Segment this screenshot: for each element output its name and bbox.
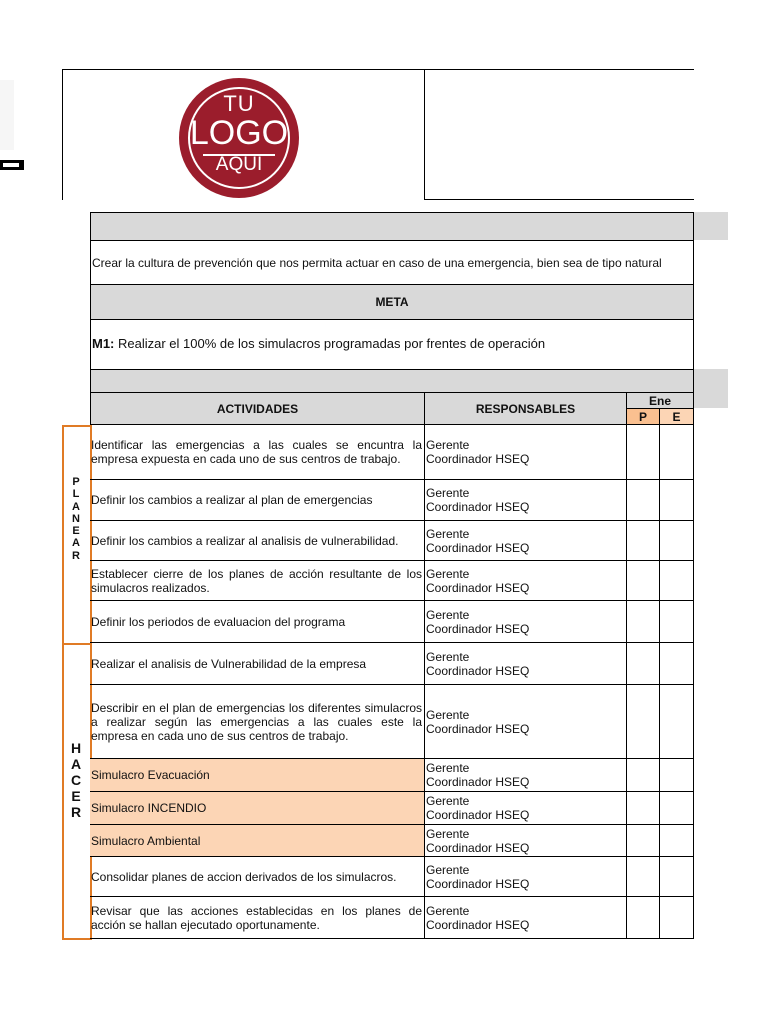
responsible-cell: [425, 521, 627, 561]
col-p-header: P: [626, 408, 660, 425]
responsible-line-2: Coordinador HSEQ: [426, 540, 530, 555]
responsible-cell: [425, 480, 627, 521]
meta-text: Realizar el 100% de los simulacros programadas por frentes de operación: [114, 336, 546, 351]
responsible-cell: [425, 759, 627, 792]
plan-p-cell[interactable]: [627, 480, 660, 521]
responsible-line-1: Gerente: [426, 903, 470, 918]
plan-e-cell[interactable]: [660, 601, 694, 643]
responsible-line-2: Coordinador HSEQ: [426, 917, 530, 932]
col-responsibles-header: RESPONSABLES: [424, 392, 627, 425]
table-row: [90, 897, 694, 939]
logo-text-logo: LOGO: [189, 114, 289, 152]
responsible-line-1: Gerente: [426, 794, 470, 808]
table-row: [90, 792, 694, 825]
plan-p-cell[interactable]: [627, 825, 660, 857]
activity-text: Consolidar planes de accion derivados de los simulacros.: [91, 869, 397, 884]
objective-header-band-overflow: [694, 212, 728, 240]
responsible-cell: [425, 685, 627, 759]
activity-text: Definir los periodos de evaluacion del programa: [91, 614, 346, 629]
responsible-line-2: Coordinador HSEQ: [426, 721, 530, 736]
responsible-line-1: Gerente: [426, 526, 470, 541]
responsible-line-2: Coordinador HSEQ: [426, 840, 530, 855]
table-row: [90, 480, 694, 521]
activity-text: Describir en el plan de emergencias los diferentes simulacros a realizar según las emergencias a las cuales este la empresa en cada uno de sus centros de trabajo.: [91, 700, 422, 743]
activity-cell: [90, 792, 425, 825]
table-row: [90, 759, 694, 792]
responsible-cell: [425, 425, 627, 480]
activity-text: Identificar las emergencias a las cuales se encuntra la empresa expuesta en cada uno de sus centros de trabajo.: [91, 438, 422, 466]
responsible-line-2: Coordinador HSEQ: [426, 775, 530, 789]
responsible-line-1: Gerente: [426, 826, 470, 841]
responsible-line-1: Gerente: [426, 862, 470, 877]
plan-p-cell[interactable]: [627, 601, 660, 643]
plan-p-cell[interactable]: [627, 759, 660, 792]
plan-e-cell[interactable]: [660, 425, 694, 480]
meta-label: M1:: [92, 336, 115, 351]
plan-e-cell[interactable]: [660, 480, 694, 521]
table-row: [90, 425, 694, 480]
meta-header: META: [375, 295, 409, 309]
responsible-line-1: Gerente: [426, 566, 470, 581]
plan-e-cell[interactable]: [660, 521, 694, 561]
responsible-line-1: Gerente: [426, 707, 470, 722]
plan-p-cell[interactable]: [627, 792, 660, 825]
responsible-line-1: Gerente: [426, 438, 470, 452]
activity-text: Establecer cierre de los planes de acción resultante de los simulacros realizados.: [91, 566, 422, 595]
company-logo: [179, 78, 299, 198]
activity-text: Simulacro INCENDIO: [91, 801, 207, 815]
activity-cell: [90, 759, 425, 792]
activity-cell: [90, 643, 425, 685]
responsible-line-2: Coordinador HSEQ: [426, 580, 530, 595]
phase-planear-label: P L A N E A R: [72, 476, 80, 562]
table-row: [90, 685, 694, 759]
section-band-overflow: [694, 369, 728, 408]
activity-text: Revisar que las acciones establecidas en los planes de acción se hallan ejecutado oportunamente.: [91, 903, 422, 932]
edge-artifact-ghost: [0, 80, 14, 150]
activity-cell: [90, 685, 425, 759]
plan-e-cell[interactable]: [660, 825, 694, 857]
meta-header-band: [90, 284, 694, 320]
plan-p-cell[interactable]: [627, 425, 660, 480]
table-row: [90, 857, 694, 897]
plan-e-cell[interactable]: [660, 561, 694, 601]
responsible-line-2: Coordinador HSEQ: [426, 663, 530, 678]
plan-p-cell[interactable]: [627, 857, 660, 897]
table-row: [90, 643, 694, 685]
responsible-cell: [425, 857, 627, 897]
col-e-header: E: [659, 408, 694, 425]
activity-text: Simulacro Ambiental: [91, 833, 201, 848]
activity-cell: [90, 857, 425, 897]
responsible-line-1: Gerente: [426, 761, 470, 775]
activity-cell: [90, 897, 425, 939]
responsible-line-2: Coordinador HSEQ: [426, 500, 530, 514]
responsible-cell: [425, 792, 627, 825]
table-row: [90, 601, 694, 643]
plan-e-cell[interactable]: [660, 643, 694, 685]
meta-row: [90, 320, 694, 370]
responsible-line-2: Coordinador HSEQ: [426, 808, 530, 822]
activity-cell: [90, 425, 425, 480]
objective-text: Crear la cultura de prevención que nos permita actuar en caso de una emergencia, bien sea de tipo natural: [92, 256, 662, 270]
responsible-line-2: Coordinador HSEQ: [426, 876, 530, 891]
responsible-cell: [425, 601, 627, 643]
month-header: Ene: [626, 392, 694, 409]
activity-cell: [90, 480, 425, 521]
header-divider: [425, 199, 694, 200]
objective-row: [90, 241, 694, 285]
responsible-line-2: Coordinador HSEQ: [426, 621, 530, 636]
responsible-cell: [425, 897, 627, 939]
table-row: [90, 561, 694, 601]
activity-cell: [90, 601, 425, 643]
activity-text: Definir los cambios a realizar al plan de emergencias: [91, 493, 373, 507]
plan-e-cell[interactable]: [660, 792, 694, 825]
responsible-cell: [425, 561, 627, 601]
phase-hacer-label: H A C E R: [70, 740, 82, 820]
header-title-cell: [425, 69, 694, 200]
plan-e-cell[interactable]: [660, 897, 694, 939]
plan-e-cell[interactable]: [660, 685, 694, 759]
responsible-line-2: Coordinador HSEQ: [426, 452, 530, 466]
activity-text: Definir los cambios a realizar al analisis de vulnerabilidad.: [91, 533, 399, 548]
responsible-line-1: Gerente: [426, 649, 470, 664]
activity-cell: [90, 561, 425, 601]
responsible-cell: [425, 825, 627, 857]
responsible-line-1: Gerente: [426, 607, 470, 622]
activity-text: Realizar el analisis de Vulnerabilidad de la empresa: [91, 656, 367, 671]
activity-cell: [90, 521, 425, 561]
plan-p-cell[interactable]: [627, 643, 660, 685]
plan-e-cell[interactable]: [660, 759, 694, 792]
plan-e-cell[interactable]: [660, 857, 694, 897]
edge-artifact-mark-inner: [3, 163, 19, 167]
responsible-line-1: Gerente: [426, 486, 470, 500]
activity-text: Simulacro Evacuación: [91, 768, 210, 782]
meta-text-wrap: [92, 336, 545, 351]
plan-p-cell[interactable]: [627, 685, 660, 759]
table-row: [90, 825, 694, 857]
table-row: [90, 521, 694, 561]
section-band: [90, 369, 694, 393]
col-activities-header: ACTIVIDADES: [90, 392, 425, 425]
activity-cell: [90, 825, 425, 857]
plan-p-cell[interactable]: [627, 521, 660, 561]
logo-text-tu: TU: [223, 91, 255, 116]
plan-p-cell[interactable]: [627, 561, 660, 601]
objective-header-band: [90, 212, 694, 241]
responsible-cell: [425, 643, 627, 685]
logo-text-aqui: AQUI: [215, 154, 263, 175]
plan-p-cell[interactable]: [627, 897, 660, 939]
